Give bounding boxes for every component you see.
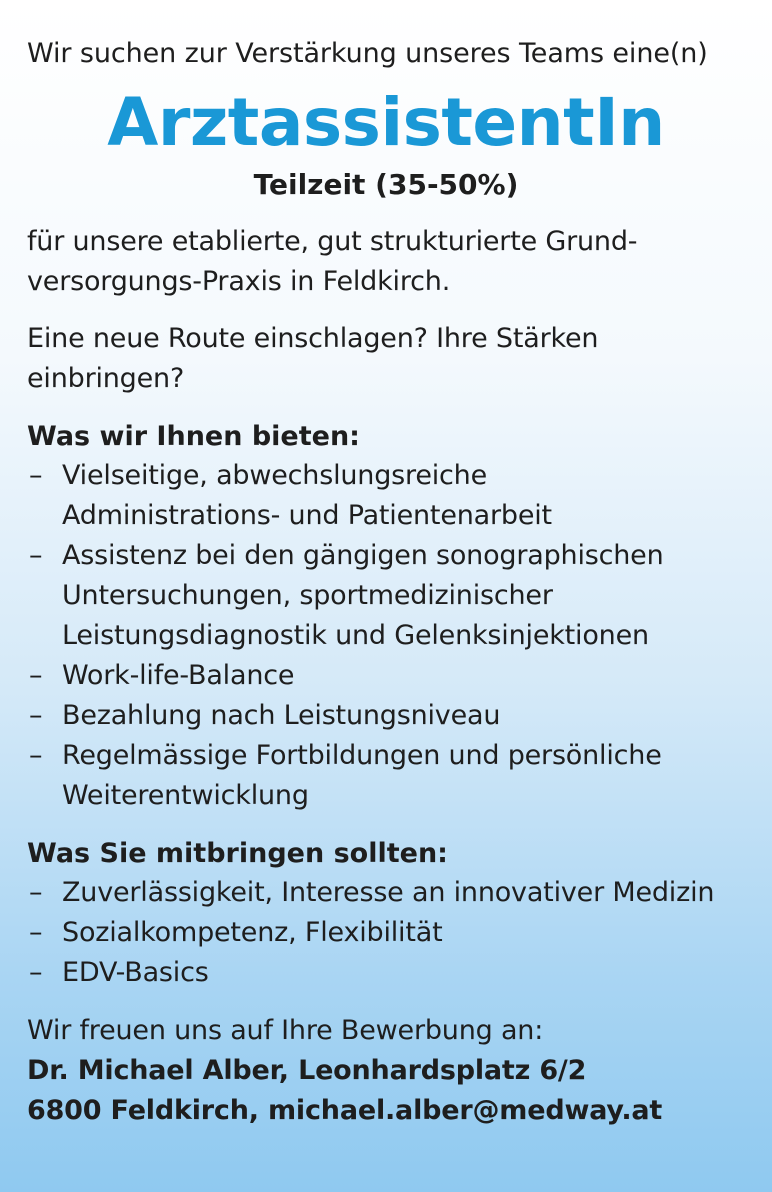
list-item — [27, 953, 772, 993]
paragraph-line: Eine neue Route einschlagen? Ihre Stärken — [27, 323, 599, 354]
job-subtitle: Teilzeit (35-50%) — [253, 168, 519, 201]
list-item-line: Administrations- und Patientenarbeit — [62, 500, 552, 531]
list-item-line: Vielseitige, abwechslungsreiche — [62, 460, 487, 491]
list-item-line: Untersuchungen, sportmedizinischer — [62, 580, 553, 611]
list-dash: – — [29, 660, 43, 691]
list-item-line: Assistenz bei den gängigen sonographischen — [62, 540, 664, 571]
list-item-line: Bezahlung nach Leistungsniveau — [62, 700, 501, 731]
offer-list — [27, 456, 772, 816]
intro-text: Wir suchen zur Verstärkung unseres Teams eine(n) — [27, 38, 708, 69]
list-dash: – — [29, 877, 43, 908]
list-dash: – — [29, 540, 43, 571]
contact-address: Dr. Michael Alber, Leonhardsplatz 6/2 — [27, 1055, 587, 1086]
list-item-line: Sozialkompetenz, Flexibilität — [62, 917, 443, 948]
closing-text: Wir freuen uns auf Ihre Bewerbung an: — [27, 1015, 544, 1046]
list-item-line: Work-life-Balance — [62, 660, 295, 691]
list-item — [27, 536, 772, 656]
list-dash: – — [29, 740, 43, 771]
question-paragraph — [27, 319, 772, 399]
job-title: ArztassistentIn — [107, 84, 665, 161]
description-paragraph — [27, 222, 772, 302]
list-item-line: Zuverlässigkeit, Interesse an innovativer Medizin — [62, 877, 715, 908]
list-item — [27, 696, 772, 736]
requirements-list — [27, 873, 772, 993]
paragraph-line: versorgungs-Praxis in Feldkirch. — [27, 266, 451, 297]
contact-email-line: 6800 Feldkirch, michael.alber@medway.at — [27, 1095, 663, 1126]
list-dash: – — [29, 957, 43, 988]
list-dash: – — [29, 460, 43, 491]
list-item-line: Leistungsdiagnostik und Gelenksinjektionen — [62, 620, 649, 651]
list-item-line: EDV-Basics — [62, 957, 209, 988]
list-item-line: Regelmässige Fortbildungen und persönliche — [62, 740, 662, 771]
list-item — [27, 913, 772, 953]
list-item — [27, 456, 772, 536]
list-dash: – — [29, 700, 43, 731]
paragraph-line: für unsere etablierte, gut strukturierte Grund- — [27, 226, 638, 257]
requirements-heading: Was Sie mitbringen sollten: — [27, 838, 448, 869]
list-item — [27, 736, 772, 816]
list-dash: – — [29, 917, 43, 948]
offer-heading: Was wir Ihnen bieten: — [27, 421, 360, 452]
paragraph-line: einbringen? — [27, 363, 185, 394]
list-item-line: Weiterentwicklung — [62, 780, 309, 811]
list-item — [27, 873, 772, 913]
list-item — [27, 656, 772, 696]
